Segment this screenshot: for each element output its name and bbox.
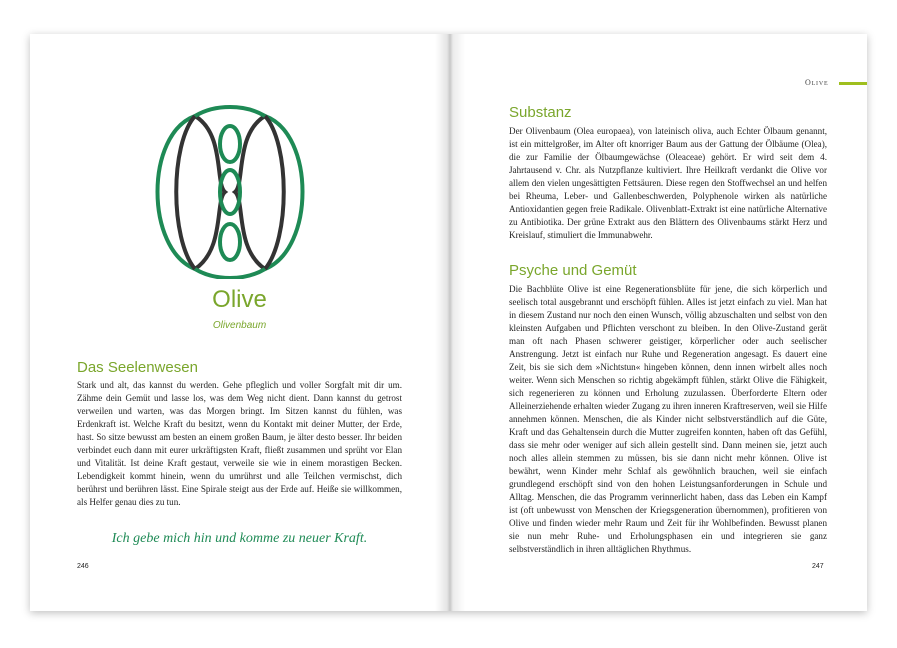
section-heading-substanz: Substanz [509, 104, 572, 121]
left-page [30, 34, 449, 611]
right-page [449, 34, 867, 611]
section-body-substanz: Der Olivenbaum (Olea europaea), von lateinisch oliva, auch Echter Ölbaum genannt, ist ein mittelgroßer, im Alter oft knorriger Baum aus der Gattung der Ölbäume (Olea), die zur Familie der Ölbaumgewächse (Oleaceae) gehört. Er wird seit dem 4. Jahrtausend v. Chr. als Nutzpflanze kultiviert. Ihre Heilkraft verdankt die Olive vor allem den vielen ungesättigten Fettsäuren. Diese regen den Stoffwechsel an und helfen bei Rheuma, Leber- und Gallenbeschwerden, Polyphenole wirken als natürliche Antioxidantien gegen freie Radikale. Olivenblatt-Extrakt ist eine natürliche Alternative zu Antibiotika. Der grüne Extrakt aus den Blättern des Olivenbaums stärkt Herz und Kreislauf, stimuliert die Immunabwehr. [509, 126, 827, 240]
running-head-bar [839, 82, 867, 85]
running-head: Olive [805, 78, 829, 87]
section-heading-seelenwesen: Das Seelenwesen [77, 359, 198, 376]
olive-symbol-icon [155, 104, 305, 279]
book-spread [30, 34, 867, 611]
page-number-right: 247 [812, 563, 824, 570]
page-title: Olive [212, 286, 267, 313]
page-subtitle: Olivenbaum [212, 320, 267, 331]
section-heading-psyche: Psyche und Gemüt [509, 262, 637, 279]
affirmation-quote: Ich gebe mich hin und komme zu neuer Kraft. [111, 531, 368, 546]
page-number-left: 246 [77, 563, 89, 570]
section-body-seelenwesen: Stark und alt, das kannst du werden. Gehe pfleglich und voller Sorgfalt mit dir um. Zähme dein Gemüt und lasse los, was dem Weg nicht dient. Dann kannst du getrost verweilen und warten, was das Morgen bringt. Im Sitzen kannst du fühlen, was Erdenkraft ist. Welche Kraft du besitzt, wenn du Kontakt mit deiner Mutter, der Erde, hast. So sitze bewusst am besten an einem großen Baum, je älter desto besser. Ihr beiden verbindet euch dann mit eurer urkräftigsten Kraft, fließt zusammen und sprüht vor Elan und Vitalität. Ist deine Kraft gestaut, verweile sie wie in einem morastigen Becken. Lebendigkeit kommt hinein, wenn du umrührst und alle Teilchen vermischst, dich berührst und berühren lässt. Eine Spirale steigt aus der Erde auf. Heiße sie willkommen, als Helfer genau dies zu tun. [77, 380, 402, 507]
section-body-psyche: Die Bachblüte Olive ist eine Regenerationsblüte für jene, die sich körperlich und seelisch total ausgebrannt und erschöpft fühlen. Alles ist jetzt einfach zu viel. Man hat in diesem Zustand nur noch den einen Wunsch, völlig abzuschalten und selbst von den kleinsten Aufgaben und Pflichten verschont zu bleiben. In den Olive-Zustand gerät man oft nach Phasen schwerer geistiger, körperlicher oder auch seelischer Anstrengung. Jetzt ist einfach nur Ruhe und Regeneration angesagt. Es dauert eine Zeit, bis sie sich dem »Nichtstun« hingeben können, denn innen wirbelt alles noch weiter. Wenn sich Menschen so richtig abgekämpft fühlen, stärkt Olive die Fähigkeit, sich regenerieren zu können und Erholung zuzulassen. Überforderte Eltern oder Alleinerziehende erhalten wieder Zugang zu ihren inneren Kraftreserven, weil sie Hilfe annehmen können. Menschen, die als Kinder nicht selbstverständlich auf die Güte, Kraft und das Gehaltensein durch die Mutter zugreifen konnten, haben oft das Gefühl, dass sie mehr oder weniger auf sich allein gestellt sind. Dann meinen sie, jetzt auch noch alles allein stemmen zu müssen, bis sie dann nicht mehr können. Olive ist bewährt, wenn Kinder mehr Schlaf als gewöhnlich brauchen, weil sie einfach grundlegend erschöpft sind von den hohen Leistungsanforderungen in Schule und Alltag. Menschen, die das Programm verinnerlicht haben, dass das Leben ein Kampf ist (oft unbewusst von Menschen der Kriegsgeneration übernommen), profitieren von Olive und finden wieder mehr Raum und Zeit für ihr Wohlbefinden. Bewusst planen sie nun mehr Ruhe- und Erholungsphasen ein und integrieren sie ganz selbstverständlich in ihren alltäglichen Rhythmus. [509, 284, 827, 554]
